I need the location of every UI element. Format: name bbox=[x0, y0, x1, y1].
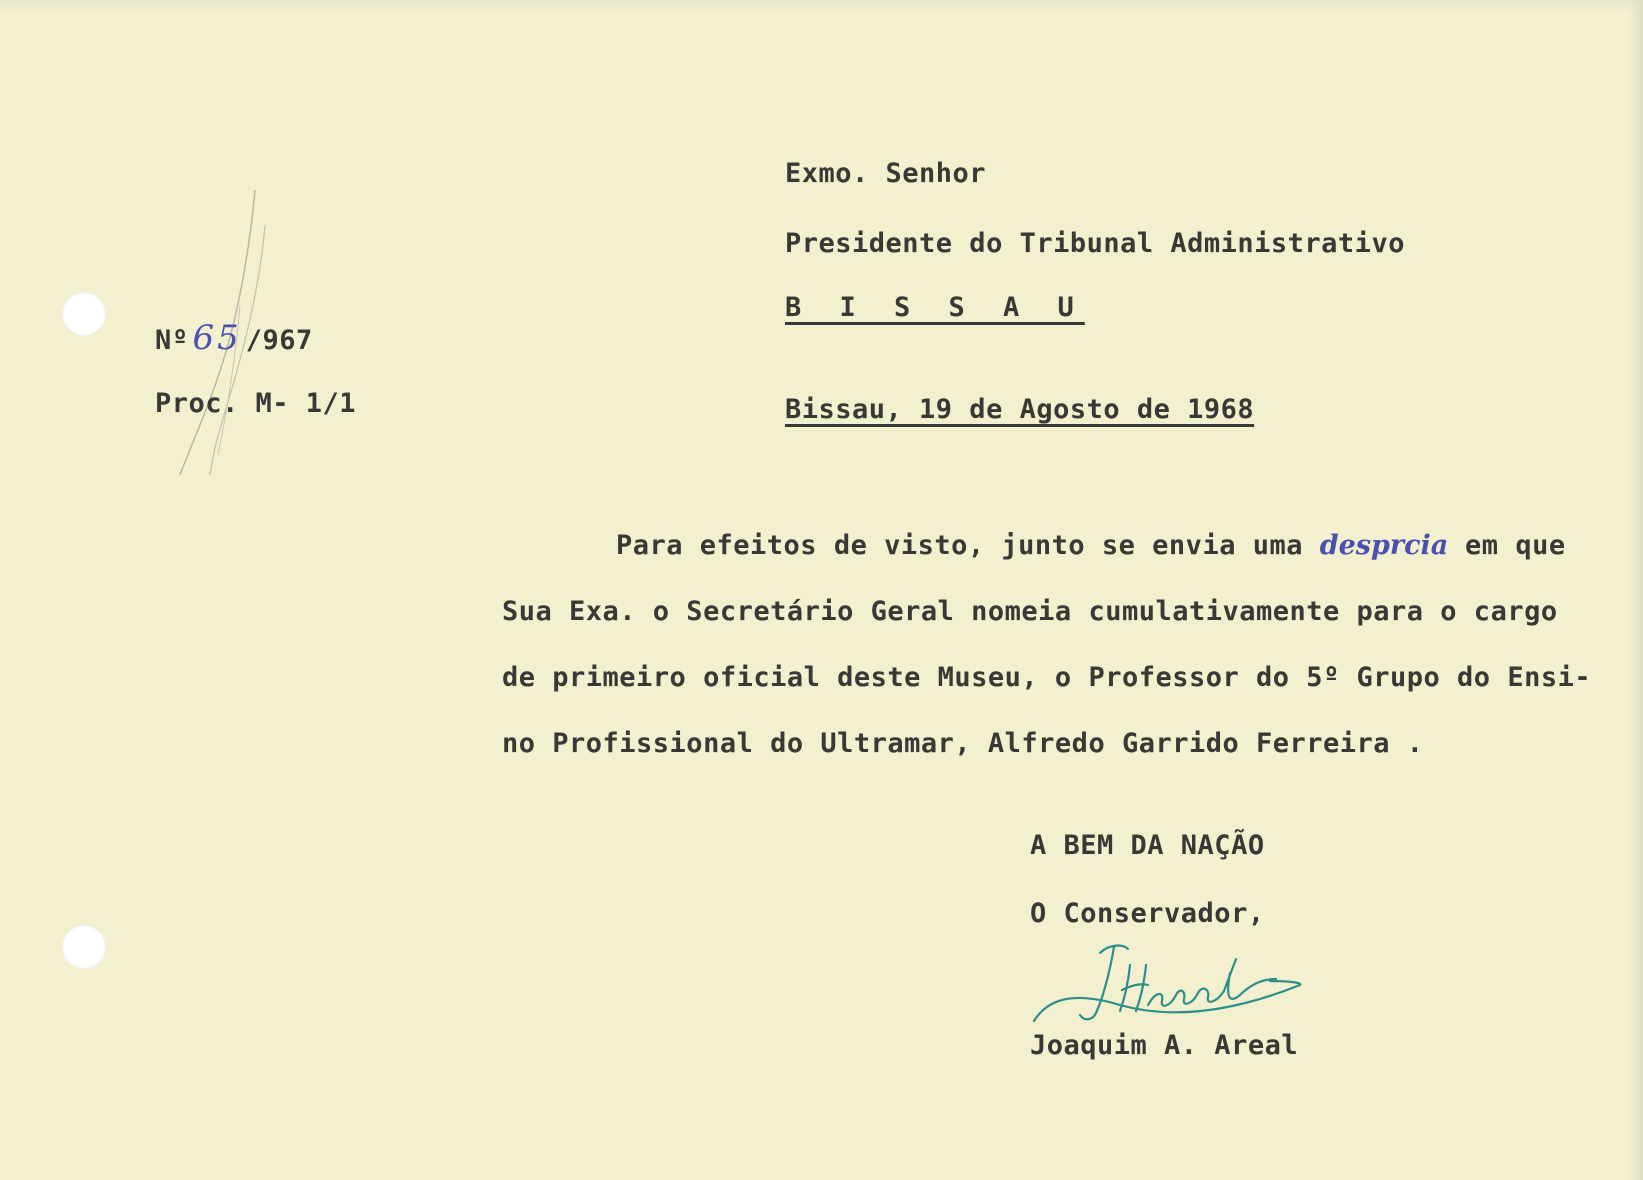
addressee-city: B I S S A U bbox=[785, 292, 1085, 323]
signer-role: O Conservador, bbox=[1030, 898, 1265, 929]
body-line-1-end: em que bbox=[1448, 530, 1566, 561]
reference-suffix: /967 bbox=[245, 325, 313, 356]
handwritten-signature bbox=[1030, 935, 1315, 1035]
closing-phrase: A BEM DA NAÇÃO bbox=[1030, 830, 1265, 861]
handwritten-insertion: desprcia bbox=[1319, 530, 1449, 561]
body-line-1 bbox=[616, 530, 1566, 561]
signer-name: Joaquim A. Areal bbox=[1030, 1030, 1299, 1061]
salutation: Exmo. Senhor bbox=[785, 158, 987, 189]
paper-right-edge bbox=[1629, 0, 1643, 1180]
paper-top-edge bbox=[0, 0, 1643, 12]
punch-hole-top bbox=[62, 292, 106, 336]
punch-hole-bottom bbox=[62, 925, 106, 969]
reference-number bbox=[155, 318, 313, 358]
process-number: Proc. M- 1/1 bbox=[155, 388, 357, 419]
addressee-title: Presidente do Tribunal Administrativo bbox=[785, 228, 1405, 259]
body-line-3: de primeiro oficial deste Museu, o Professor do 5º Grupo do Ensi- bbox=[502, 662, 1592, 693]
body-line-1-start: Para efeitos de visto, junto se envia uma bbox=[616, 530, 1320, 561]
reference-prefix: Nº bbox=[155, 325, 189, 356]
letter-date: Bissau, 19 de Agosto de 1968 bbox=[785, 394, 1255, 425]
body-line-2: Sua Exa. o Secretário Geral nomeia cumulativamente para o cargo bbox=[502, 596, 1558, 627]
body-line-4: no Profissional do Ultramar, Alfredo Garrido Ferreira . bbox=[502, 728, 1424, 759]
reference-handwritten-number: 65 bbox=[192, 318, 242, 358]
